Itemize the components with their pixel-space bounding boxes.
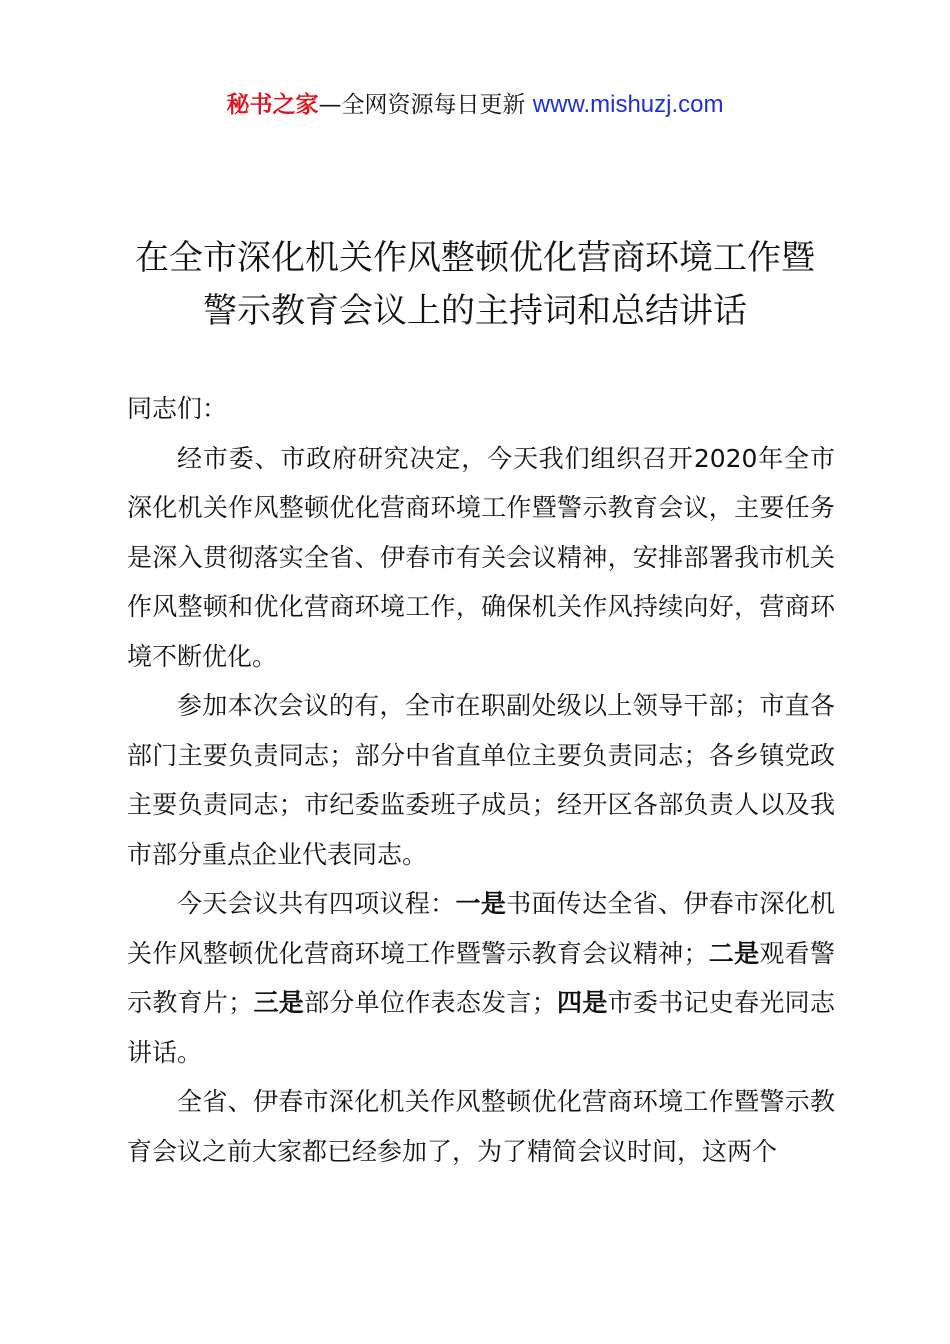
header-url-link[interactable]: www.mishuzj.com [532,91,724,118]
salutation: 同志们： [127,394,228,423]
agenda-item-2-text: 观看警示教育片； [127,938,835,1017]
agenda-item-4-text: 市委书记史春光同志讲话。 [127,988,835,1067]
paragraph-3 [127,879,835,1077]
paragraph-4: 全省、伊春市深化机关作风整顿优化营商环境工作暨警示教育会议之前大家都已经参加了，为了精简会议时间，这两个 [127,1087,835,1166]
paragraph-1: 经市委、市政府研究决定，今天我们组织召开2020年全市深化机关作风整顿优化营商环境工作暨警示教育会议，主要任务是深入贯彻落实全省、伊春市有关会议精神，安排部署我市机关作风整顿和优化营商环境工作，确保机关作风持续向好，营商环境不断优化。 [127,443,835,671]
paragraph-2: 参加本次会议的有，全市在职副处级以上领导干部；市直各部门主要负责同志；部分中省直单位主要负责同志；各乡镇党政主要负责同志；市纪委监委班子成员；经开区各部负责人以及我市部分重点企业代表同志。 [127,691,835,869]
agenda-item-1-label: 一是 [455,889,507,918]
title-line-1: 在全市深化机关作风整顿优化营商环境工作暨 [135,238,815,278]
document-title [110,232,840,338]
agenda-item-3-text: 部分单位作表态发言； [304,988,557,1017]
agenda-item-2-label: 二是 [708,938,760,968]
title-line-2: 警示教育会议上的主持词和总结讲话 [203,291,747,331]
agenda-item-4-label: 四是 [556,988,608,1017]
document-body [127,384,835,1176]
agenda-item-3-label: 三是 [253,988,305,1017]
header-tagline: —全网资源每日更新 [318,92,533,118]
brand-name: 秘书之家 [226,92,319,118]
page-header [0,88,950,122]
agenda-intro: 今天会议共有四项议程： [177,889,456,918]
agenda-item-1-text: 书面传达全省、伊春市深化机关作风整顿优化营商环境工作暨警示教育会议精神； [127,889,835,968]
